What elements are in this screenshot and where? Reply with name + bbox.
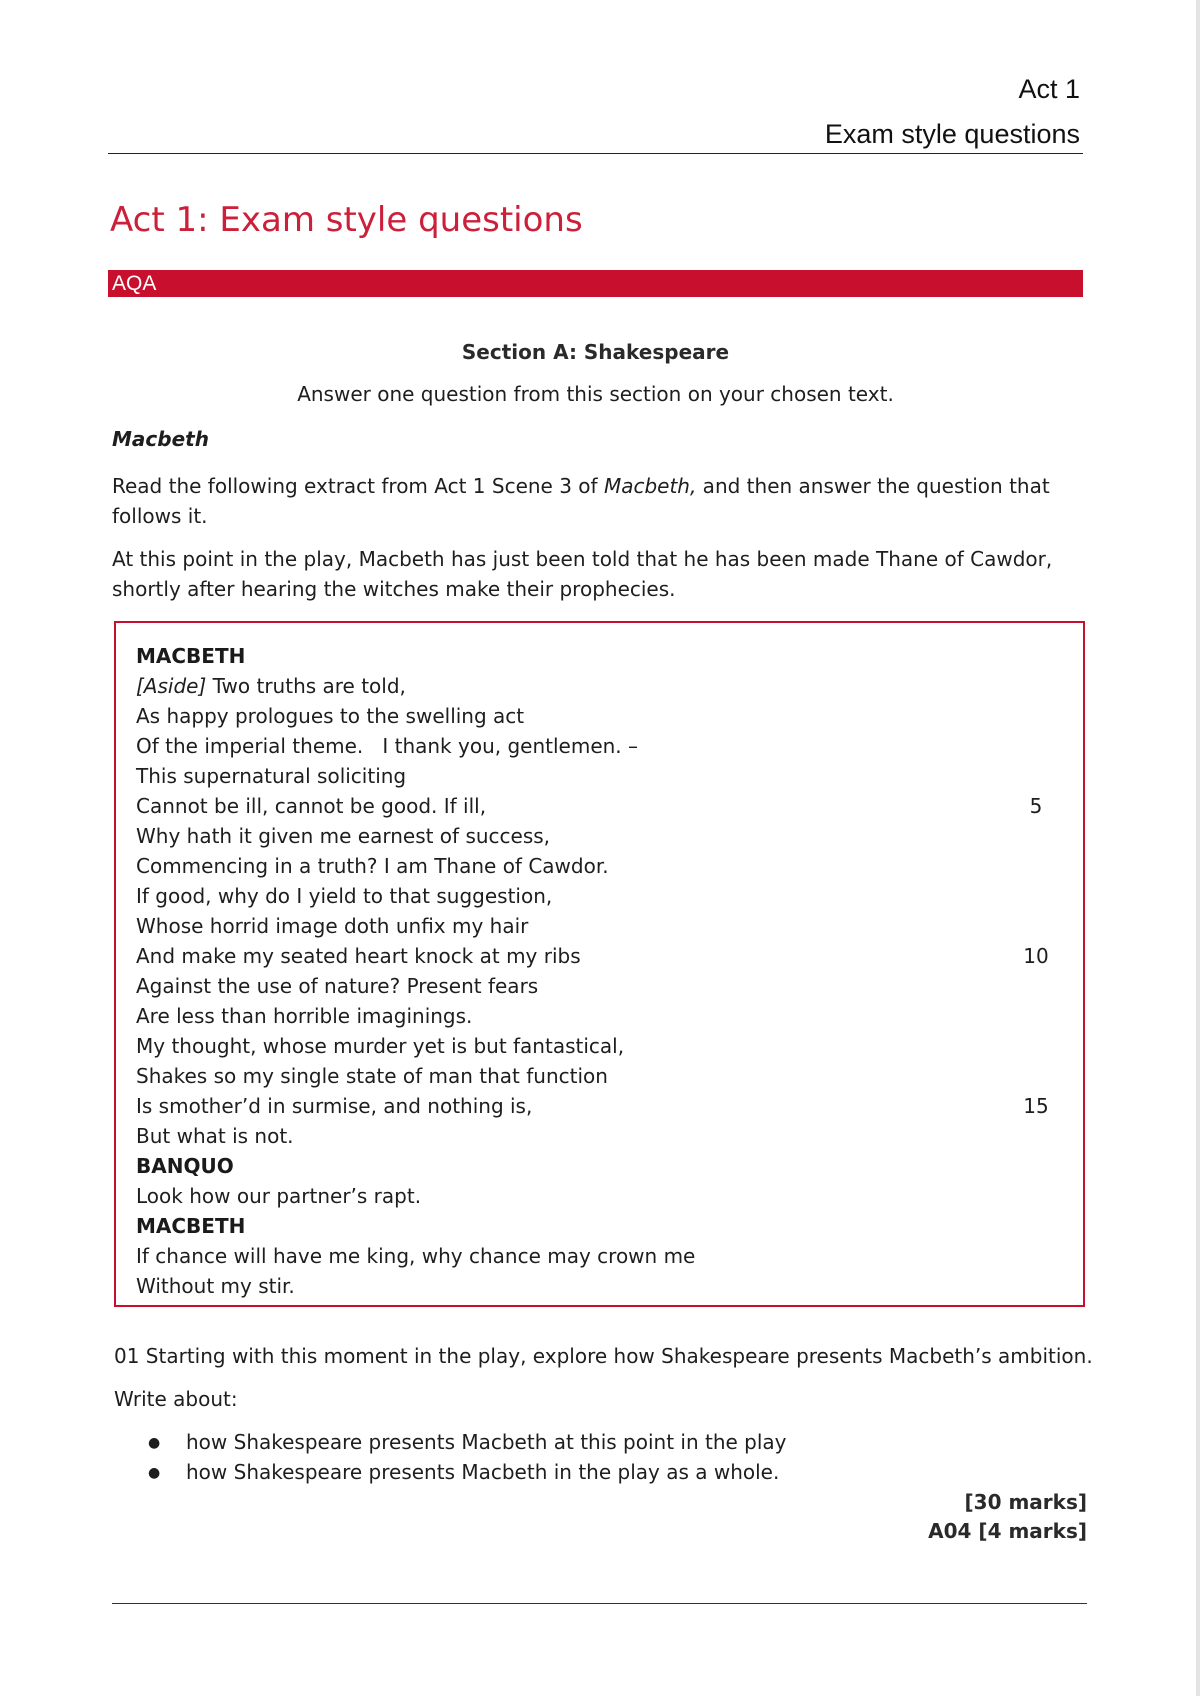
extract-line: This supernatural soliciting (136, 764, 407, 788)
extract-line: Without my stir. (136, 1274, 295, 1298)
exam-board-band: AQA (108, 270, 1083, 297)
extract-box (114, 621, 1085, 1307)
context-paragraph: At this point in the play, Macbeth has just been told that he has been made Thane of Cawdor, shortly after hearing the witches make their prophecies. (112, 547, 1053, 601)
footer-rule (112, 1603, 1087, 1604)
running-head-subtitle: Exam style questions (824, 119, 1080, 149)
stage-direction-aside: [Aside] (136, 674, 207, 698)
marks-ao4: A04 [4 marks] (928, 1519, 1087, 1543)
extract-line (136, 674, 406, 698)
line-number: 15 (1023, 1094, 1049, 1118)
marks-total: [30 marks] (964, 1490, 1087, 1514)
question-text: 01 Starting with this moment in the play, explore how Shakespeare presents Macbeth’s ambition. (114, 1344, 1093, 1368)
intro-after: and then answer the question that follows it. (112, 474, 1050, 528)
extract-line: Whose horrid image doth unfix my hair (136, 914, 529, 938)
intro-play-name: Macbeth, (603, 474, 697, 498)
bullet-text: how Shakespeare presents Macbeth in the play as a whole. (186, 1460, 780, 1484)
speaker-banquo: BANQUO (136, 1154, 234, 1178)
extract-line: Look how our partner’s rapt. (136, 1184, 422, 1208)
extract-line: Cannot be ill, cannot be good. If ill, (136, 794, 487, 818)
extract-line: Against the use of nature? Present fears (136, 974, 539, 998)
extract-line: And make my seated heart knock at my ribs (136, 944, 581, 968)
line-number: 5 (1029, 794, 1043, 818)
page-edge-shadow (1196, 0, 1200, 1696)
bullet-text: how Shakespeare presents Macbeth at this point in the play (186, 1430, 787, 1454)
extract-line-text: Two truths are told, (212, 674, 406, 698)
bullet-icon: ● (148, 1465, 161, 1481)
extract-line: But what is not. (136, 1124, 294, 1148)
extract-line: Are less than horrible imaginings. (136, 1004, 473, 1028)
line-number: 10 (1023, 944, 1049, 968)
speaker-macbeth: MACBETH (136, 1214, 246, 1238)
extract-line: If good, why do I yield to that suggestion, (136, 884, 553, 908)
extract-line: Commencing in a truth? I am Thane of Cawdor. (136, 854, 609, 878)
section-heading: Section A: Shakespeare (461, 340, 730, 364)
intro-paragraph (112, 471, 1087, 531)
bullet-icon: ● (148, 1435, 161, 1451)
extract-line: Of the imperial theme. I thank you, gentlemen. – (136, 734, 639, 758)
extract-line: Is smother’d in surmise, and nothing is, (136, 1094, 533, 1118)
extract-line: As happy prologues to the swelling act (136, 704, 525, 728)
speaker-macbeth: MACBETH (136, 644, 246, 668)
section-instruction: Answer one question from this section on your chosen text. (297, 382, 894, 406)
intro-before: Read the following extract from Act 1 Scene 3 of (112, 474, 604, 498)
extract-line: Shakes so my single state of man that function (136, 1064, 608, 1088)
page-title: Act 1: Exam style questions (110, 200, 583, 240)
running-head-act: Act 1 (1018, 74, 1080, 104)
write-about-label: Write about: (114, 1387, 238, 1411)
extract-line: If chance will have me king, why chance may crown me (136, 1244, 696, 1268)
play-title: Macbeth (112, 427, 209, 451)
extract-line: Why hath it given me earnest of success, (136, 824, 551, 848)
bullet-item (148, 1460, 779, 1484)
extract-line: My thought, whose murder yet is but fantastical, (136, 1034, 625, 1058)
bullet-item (148, 1430, 787, 1454)
header-rule (108, 153, 1083, 154)
